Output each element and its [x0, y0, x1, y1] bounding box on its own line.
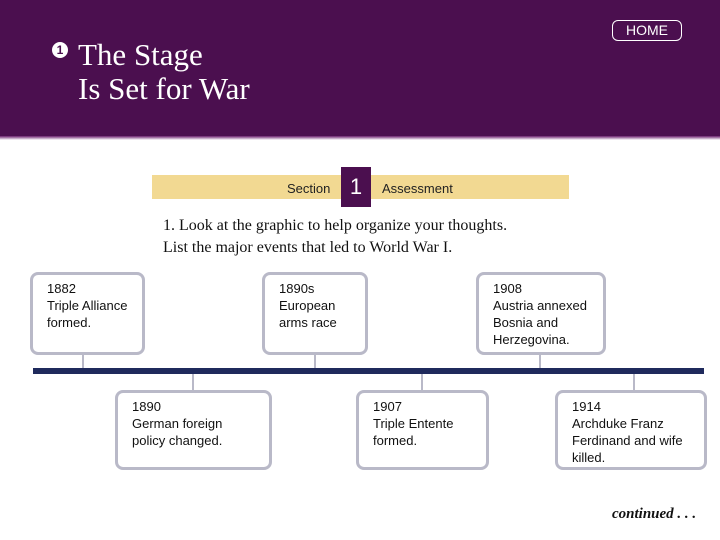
event-text: European: [279, 298, 336, 313]
event-box-1890s: [262, 272, 368, 355]
event-box-1890: [115, 390, 272, 470]
event-box-1908: [476, 272, 606, 355]
event-year: 1908: [493, 281, 522, 296]
event-text: policy changed.: [132, 433, 223, 448]
event-text: Bosnia and: [493, 315, 559, 330]
event-box-1914: [555, 390, 707, 470]
section-number-badge: 1: [52, 42, 68, 58]
header-banner: [0, 0, 720, 136]
home-button[interactable]: HOME: [612, 20, 682, 41]
question-text: [163, 215, 507, 259]
event-text: Archduke Franz: [572, 416, 664, 431]
event-year: 1907: [373, 399, 402, 414]
event-text: Triple Entente: [373, 416, 454, 431]
event-text: formed.: [373, 433, 418, 448]
event-text: Austria annexed: [493, 298, 587, 313]
event-year: 1890: [132, 399, 161, 414]
event-text: Triple Alliance: [47, 298, 128, 313]
event-box-1882: [30, 272, 145, 355]
page-title: [78, 38, 250, 106]
event-text: arms race: [279, 315, 337, 330]
event-text: Herzegovina.: [493, 332, 570, 347]
event-year: 1890s: [279, 281, 315, 296]
event-text: Ferdinand and wife: [572, 433, 683, 448]
event-year: 1882: [47, 281, 76, 296]
timeline-axis: [33, 368, 704, 374]
event-text: formed.: [47, 315, 92, 330]
event-text: killed.: [572, 450, 606, 465]
section-label: Section: [287, 181, 331, 196]
assessment-section-number: 1: [341, 167, 371, 207]
title-line-2: Is Set for War: [78, 71, 250, 106]
event-year: 1914: [572, 399, 601, 414]
title-line-1: The Stage: [78, 37, 203, 72]
continued-label[interactable]: continued . . .: [612, 506, 697, 522]
assessment-label: Assessment: [382, 181, 453, 196]
event-text: German foreign: [132, 416, 223, 431]
event-box-1907: [356, 390, 489, 470]
question-line-1: 1. Look at the graphic to help organize your thoughts.: [163, 217, 508, 234]
question-line-2: List the major events that led to World War I.: [163, 239, 453, 256]
